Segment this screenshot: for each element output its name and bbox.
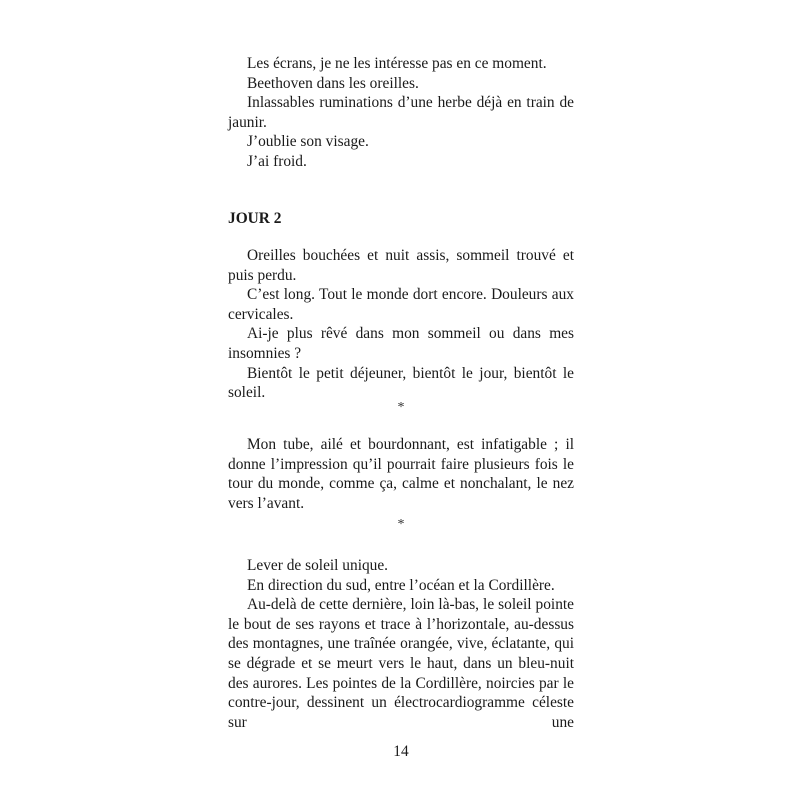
paragraph: Ai-je plus rêvé dans mon sommeil ou dans mes insomnies ? (228, 325, 574, 362)
chapter-heading: JOUR 2 (228, 210, 282, 227)
paragraph: Les écrans, je ne les intéresse pas en ce moment. (247, 55, 547, 72)
paragraph: Au-delà de cette dernière, loin là-bas, le soleil pointe le bout de ses rayons et trace à l’horizontale, au-dessus des montagnes, une traînée orangée, vive, éclatante, qui se dégrade et se meurt vers le haut, dans un bleu-nuit des aurores. Les pointes de la Cordillère, noircies par le contre-jour, dessinent un électrocardiogramme céleste sur une (228, 596, 574, 731)
section-separator: * (397, 400, 405, 415)
paragraph: Mon tube, ailé et bourdonnant, est infatigable ; il donne l’impression qu’il pourrait faire plusieurs fois le tour du monde, comme ça, calme et nonchalant, le nez vers l’avant. (228, 436, 574, 512)
paragraph: Beethoven dans les oreilles. (247, 74, 419, 92)
page-number: 14 (393, 743, 409, 760)
text-section-4 (228, 556, 574, 732)
paragraph: Oreilles bouchées et nuit assis, sommeil trouvé et puis perdu. (228, 247, 574, 284)
text-section-1 (228, 54, 574, 172)
text-section-2 (228, 246, 574, 403)
paragraph: En direction du sud, entre l’océan et la Cordillère. (247, 576, 555, 594)
paragraph: C’est long. Tout le monde dort encore. Douleurs aux cervicales. (228, 286, 574, 323)
paragraph: Inlassables ruminations d’une herbe déjà en train de jaunir. (228, 94, 574, 131)
paragraph: J’oublie son visage. (247, 133, 369, 151)
paragraph: Lever de soleil unique. (247, 557, 389, 574)
paragraph: J’ai froid. (247, 152, 307, 170)
paragraph: Bientôt le petit déjeuner, bientôt le jour, bientôt le soleil. (228, 364, 574, 402)
text-section-3 (228, 435, 574, 513)
section-separator: * (397, 517, 405, 532)
